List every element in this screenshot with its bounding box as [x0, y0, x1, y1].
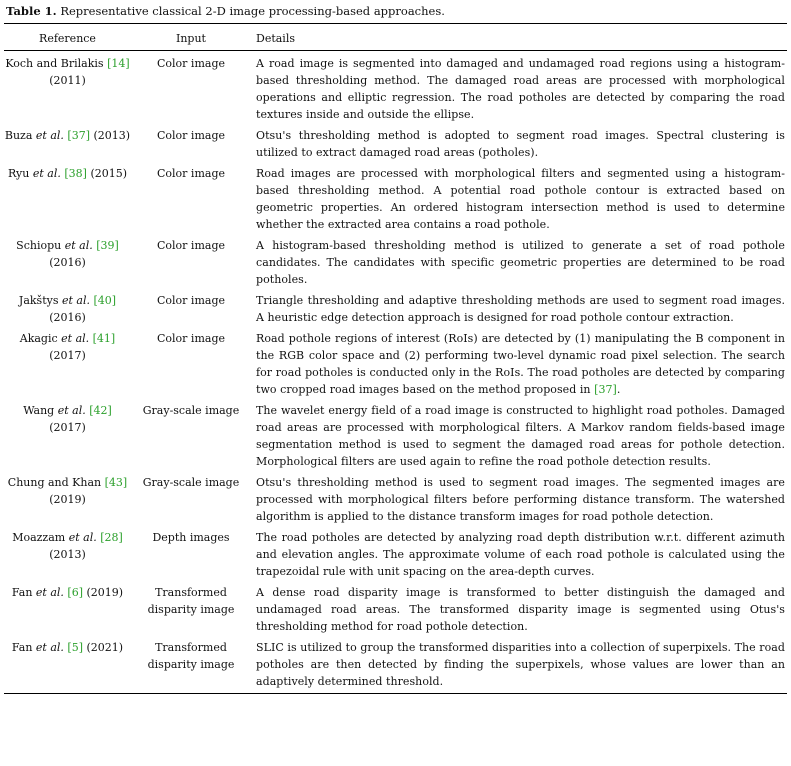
reference-etal: et al.	[64, 239, 93, 252]
reference-etal: et al.	[61, 332, 90, 345]
header-reference: Reference	[4, 24, 131, 51]
details-text: SLIC is utilized to group the transformed disparities into a collection of superpixels. The road potholes are then detected by finding the superpixels, whose values are lower than an adaptively determined threshold.	[256, 641, 785, 688]
reference-authors: Buza	[4, 129, 36, 142]
reference-cell	[4, 327, 131, 399]
reference-authors: Jakštys	[18, 294, 62, 307]
header-input: Input	[131, 24, 251, 51]
reference-authors: Schiopu	[16, 239, 65, 252]
reference-etal: et al.	[61, 294, 90, 307]
reference-year: (2016)	[49, 256, 86, 269]
reference-year: (2013)	[49, 548, 86, 561]
reference-year: (2019)	[86, 586, 124, 599]
table-row	[4, 399, 787, 471]
details-cell	[251, 51, 787, 125]
details-cell	[251, 327, 787, 399]
details-text: Road pothole regions of interest (RoIs) are detected by (1) manipulating the B component in the RGB color space and (2) performing two-level dynamic road pixel selection. The search for road potholes is conducted only in the RoIs. The road potholes are detected by comparing two cropped road images based on the method proposed in	[256, 332, 785, 396]
reference-cell	[4, 526, 131, 581]
input-cell: Transformed disparity image	[131, 636, 251, 694]
citation-link[interactable]: [39]	[96, 239, 119, 252]
table-row	[4, 526, 787, 581]
details-cell	[251, 399, 787, 471]
input-cell: Color image	[157, 167, 225, 180]
reference-year: (2013)	[93, 129, 131, 142]
reference-cell	[4, 471, 131, 526]
details-text: Road images are processed with morphological filters and segmented using a histogram-based thresholding method. A potential road pothole contour is extracted based on geometric properties. An ordered histogram intersection method is used to determine whether the extracted area contains a road pothole.	[256, 167, 785, 231]
details-text: A road image is segmented into damaged and undamaged road regions using a histogram-based thresholding method. The damaged road areas are processed with morphological operations and elliptic regression. The road potholes are detected by comparing the road textures inside and outside the ellipse.	[256, 57, 785, 121]
details-text: A histogram-based thresholding method is utilized to generate a set of road pothole candidates. The candidates with specific geometric properties are determined to be road potholes.	[256, 239, 785, 286]
reference-authors: Koch and Brilakis	[5, 57, 104, 70]
details-cell	[251, 526, 787, 581]
reference-authors: Fan	[11, 586, 36, 599]
table-row	[4, 51, 787, 125]
details-cell	[251, 234, 787, 289]
reference-cell	[4, 51, 131, 125]
details-cell	[251, 124, 787, 162]
table-header-row	[4, 24, 787, 51]
reference-authors: Chung and Khan	[7, 476, 102, 489]
header-details: Details	[251, 24, 787, 51]
details-text: Otsu's thresholding method is adopted to segment road images. Spectral clustering is utilized to extract damaged road areas (potholes).	[256, 129, 785, 159]
reference-cell	[4, 124, 131, 162]
input-cell: Depth images	[152, 531, 230, 544]
input-cell: Color image	[157, 57, 225, 70]
table-row	[4, 289, 787, 327]
citation-link[interactable]: [5]	[67, 641, 84, 654]
citation-link[interactable]: [6]	[67, 586, 84, 599]
reference-year: (2017)	[49, 349, 86, 362]
details-cell	[251, 581, 787, 636]
input-cell: Gray-scale image	[142, 476, 240, 489]
citation-link[interactable]: [38]	[64, 167, 87, 180]
table-row	[4, 636, 787, 694]
input-cell: Color image	[157, 294, 225, 307]
citation-link[interactable]: [14]	[107, 57, 130, 70]
input-cell: Transformed disparity image	[147, 586, 235, 616]
reference-etal: et al.	[35, 641, 64, 654]
reference-cell	[4, 289, 131, 327]
details-text: A dense road disparity image is transformed to better distinguish the damaged and undamaged road areas. The transformed disparity image is segmented using Otus's thresholding method for road pothole detection.	[256, 586, 785, 633]
reference-cell	[4, 234, 131, 289]
reference-etal: et al.	[68, 531, 97, 544]
table-row	[4, 471, 787, 526]
input-cell: Color image	[157, 239, 225, 252]
table-row	[4, 327, 787, 399]
reference-authors: Wang	[23, 404, 58, 417]
reference-year: (2015)	[90, 167, 128, 180]
table-row	[4, 581, 787, 636]
reference-authors: Akagic	[19, 332, 62, 345]
table-body	[4, 51, 787, 694]
reference-year: (2017)	[49, 421, 86, 434]
reference-year: (2011)	[49, 74, 86, 87]
citation-link[interactable]: [41]	[92, 332, 116, 345]
citation-link[interactable]: [37]	[67, 129, 91, 142]
reference-etal: et al.	[35, 129, 64, 142]
reference-authors: Fan	[11, 641, 36, 654]
table-caption	[6, 4, 445, 18]
details-text: Triangle thresholding and adaptive thresholding methods are used to segment road images. A heuristic edge detection approach is designed for road pothole contour extraction.	[256, 294, 785, 324]
reference-etal: et al.	[35, 586, 64, 599]
reference-etal: et al.	[57, 404, 86, 417]
caption-text: Representative classical 2-D image processing-based approaches.	[60, 4, 445, 18]
reference-authors: Ryu	[7, 167, 33, 180]
reference-cell	[4, 399, 131, 471]
input-cell: Color image	[157, 332, 225, 345]
details-text: The wavelet energy field of a road image is constructed to highlight road potholes. Damaged road areas are processed with morphological filters. A Markov random fields-based image segmentation method is used to segment the damaged road areas for pothole detection. Morphological filters are used again to refine the road pothole detection results.	[256, 404, 785, 468]
citation-link[interactable]: [40]	[93, 294, 117, 307]
table-row	[4, 234, 787, 289]
reference-year: (2021)	[86, 641, 124, 654]
citation-link[interactable]: [42]	[89, 404, 112, 417]
citation-link[interactable]: [28]	[100, 531, 123, 544]
input-cell: Gray-scale image	[142, 404, 240, 417]
table-row	[4, 162, 787, 234]
reference-cell	[4, 636, 131, 694]
caption-label: Table 1.	[6, 4, 57, 18]
details-citation-link[interactable]: [37]	[594, 383, 617, 396]
reference-cell	[4, 162, 131, 234]
reference-year: (2019)	[49, 493, 86, 506]
approaches-table	[4, 23, 787, 694]
input-cell: Color image	[157, 129, 225, 142]
reference-year: (2016)	[49, 311, 86, 324]
table-row	[4, 124, 787, 162]
details-text: The road potholes are detected by analyzing road depth distribution w.r.t. different azimuth and elevation angles. The approximate volume of each road pothole is calculated using the trapezoidal rule with unit spacing on the area-depth curves.	[256, 531, 785, 578]
details-cell	[251, 636, 787, 694]
details-cell	[251, 289, 787, 327]
citation-link[interactable]: [43]	[104, 476, 128, 489]
reference-authors: Moazzam	[12, 531, 69, 544]
details-text: Otsu's thresholding method is used to segment road images. The segmented images are processed with morphological filters before performing distance transform. The watershed algorithm is applied to the distance transform images for road pothole detection.	[256, 476, 785, 523]
reference-cell	[4, 581, 131, 636]
details-cell	[251, 162, 787, 234]
reference-etal: et al.	[32, 167, 61, 180]
details-end: .	[616, 383, 621, 396]
details-cell	[251, 471, 787, 526]
